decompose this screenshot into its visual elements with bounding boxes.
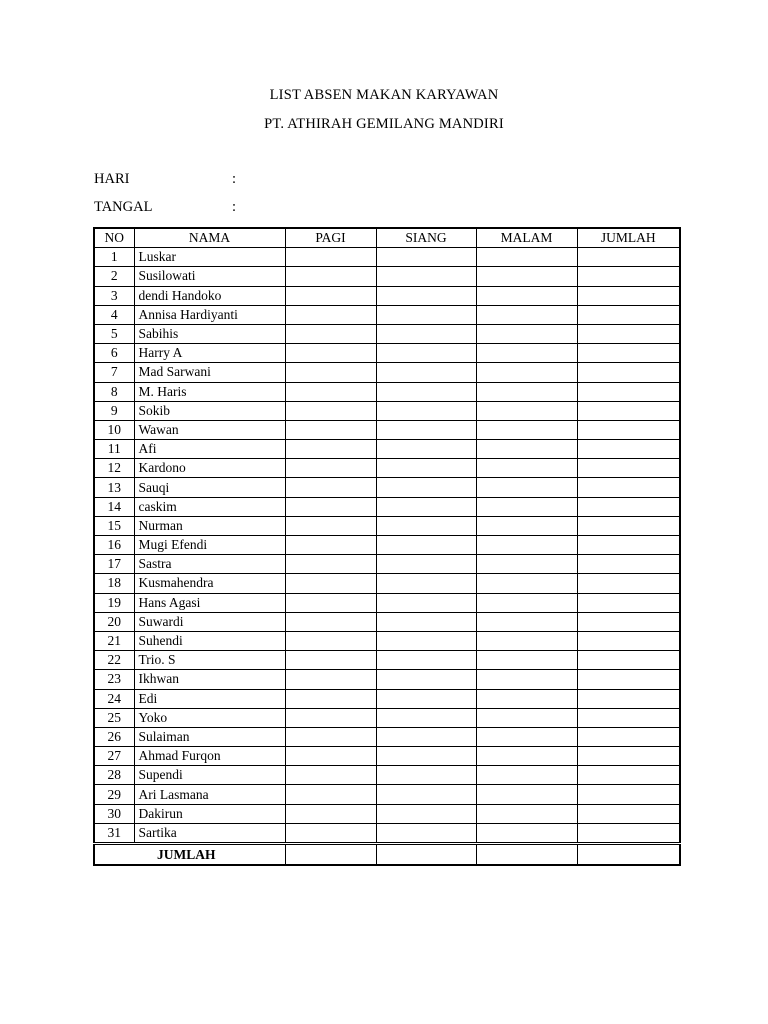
column-header-pagi: PAGI <box>285 228 376 248</box>
pagi-cell[interactable] <box>285 593 376 612</box>
jumlah-cell[interactable] <box>577 344 680 363</box>
jumlah-cell[interactable] <box>577 708 680 727</box>
jumlah-cell[interactable] <box>577 804 680 823</box>
employee-name: Kardono <box>134 459 285 478</box>
jumlah-cell[interactable] <box>577 536 680 555</box>
row-number: 25 <box>94 708 134 727</box>
jumlah-cell[interactable] <box>577 267 680 286</box>
pagi-cell[interactable] <box>285 689 376 708</box>
pagi-cell[interactable] <box>285 823 376 843</box>
jumlah-cell[interactable] <box>577 324 680 343</box>
jumlah-cell[interactable] <box>577 516 680 535</box>
siang-cell[interactable] <box>376 420 476 439</box>
row-number: 22 <box>94 651 134 670</box>
employee-name: Sartika <box>134 823 285 843</box>
pagi-cell[interactable] <box>285 516 376 535</box>
malam-cell[interactable] <box>476 248 577 267</box>
pagi-cell[interactable] <box>285 363 376 382</box>
row-number: 27 <box>94 747 134 766</box>
jumlah-cell[interactable] <box>577 747 680 766</box>
table-row <box>94 670 680 689</box>
company-name: PT. ATHIRAH GEMILANG MANDIRI <box>264 116 504 132</box>
pagi-cell[interactable] <box>285 536 376 555</box>
table-row <box>94 286 680 305</box>
malam-cell[interactable] <box>476 305 577 324</box>
table-body <box>94 248 680 844</box>
siang-cell[interactable] <box>376 324 476 343</box>
malam-cell[interactable] <box>476 516 577 535</box>
employee-name: Mugi Efendi <box>134 536 285 555</box>
table-row <box>94 459 680 478</box>
malam-cell[interactable] <box>476 593 577 612</box>
pagi-cell[interactable] <box>285 631 376 650</box>
siang-cell[interactable] <box>376 497 476 516</box>
employee-name: Trio. S <box>134 651 285 670</box>
row-number: 21 <box>94 631 134 650</box>
row-number: 28 <box>94 766 134 785</box>
malam-cell[interactable] <box>476 747 577 766</box>
row-number: 26 <box>94 727 134 746</box>
pagi-cell[interactable] <box>285 478 376 497</box>
pagi-cell[interactable] <box>285 804 376 823</box>
column-header-malam: MALAM <box>476 228 577 248</box>
employee-name: Sulaiman <box>134 727 285 746</box>
jumlah-cell[interactable] <box>577 651 680 670</box>
siang-cell[interactable] <box>376 823 476 843</box>
employee-name: Mad Sarwani <box>134 363 285 382</box>
jumlah-cell[interactable] <box>577 248 680 267</box>
employee-name: Luskar <box>134 248 285 267</box>
table-row <box>94 536 680 555</box>
pagi-cell[interactable] <box>285 459 376 478</box>
jumlah-cell[interactable] <box>577 612 680 631</box>
siang-cell[interactable] <box>376 344 476 363</box>
employee-name: Ikhwan <box>134 670 285 689</box>
malam-cell[interactable] <box>476 420 577 439</box>
siang-cell[interactable] <box>376 689 476 708</box>
siang-cell[interactable] <box>376 459 476 478</box>
malam-cell[interactable] <box>476 440 577 459</box>
employee-name: Dakirun <box>134 804 285 823</box>
jumlah-cell[interactable] <box>577 670 680 689</box>
column-header-siang: SIANG <box>376 228 476 248</box>
malam-cell[interactable] <box>476 670 577 689</box>
malam-cell[interactable] <box>476 574 577 593</box>
employee-name: Nurman <box>134 516 285 535</box>
employee-name: Hans Agasi <box>134 593 285 612</box>
pagi-cell[interactable] <box>285 708 376 727</box>
employee-name: M. Haris <box>134 382 285 401</box>
employee-name: Suwardi <box>134 612 285 631</box>
column-header-nama: NAMA <box>134 228 285 248</box>
table-row <box>94 612 680 631</box>
pagi-cell[interactable] <box>285 766 376 785</box>
siang-cell[interactable] <box>376 766 476 785</box>
pagi-cell[interactable] <box>285 747 376 766</box>
table-row <box>94 267 680 286</box>
malam-cell[interactable] <box>476 708 577 727</box>
total-jumlah-cell[interactable] <box>577 844 680 866</box>
table-row <box>94 516 680 535</box>
row-number: 15 <box>94 516 134 535</box>
siang-cell[interactable] <box>376 286 476 305</box>
jumlah-cell[interactable] <box>577 420 680 439</box>
row-number: 8 <box>94 382 134 401</box>
employee-name: Ahmad Furqon <box>134 747 285 766</box>
malam-cell[interactable] <box>476 536 577 555</box>
jumlah-cell[interactable] <box>577 401 680 420</box>
siang-cell[interactable] <box>376 612 476 631</box>
column-header-no: NO <box>94 228 134 248</box>
pagi-cell[interactable] <box>285 324 376 343</box>
pagi-cell[interactable] <box>285 670 376 689</box>
employee-name: Sokib <box>134 401 285 420</box>
table-row <box>94 478 680 497</box>
table-row <box>94 440 680 459</box>
siang-cell[interactable] <box>376 536 476 555</box>
table-row <box>94 574 680 593</box>
jumlah-cell[interactable] <box>577 689 680 708</box>
jumlah-cell[interactable] <box>577 497 680 516</box>
jumlah-cell[interactable] <box>577 555 680 574</box>
malam-cell[interactable] <box>476 804 577 823</box>
employee-name: Annisa Hardiyanti <box>134 305 285 324</box>
table-row <box>94 766 680 785</box>
hari-label: HARI <box>94 171 130 187</box>
table-row <box>94 689 680 708</box>
document-title: LIST ABSEN MAKAN KARYAWAN <box>269 87 499 103</box>
table-row <box>94 823 680 843</box>
siang-cell[interactable] <box>376 305 476 324</box>
employee-name: caskim <box>134 497 285 516</box>
row-number: 5 <box>94 324 134 343</box>
malam-cell[interactable] <box>476 459 577 478</box>
employee-name: dendi Handoko <box>134 286 285 305</box>
table-row <box>94 804 680 823</box>
attendance-table <box>93 227 681 866</box>
table-header-row <box>94 228 680 248</box>
row-number: 1 <box>94 248 134 267</box>
jumlah-cell[interactable] <box>577 382 680 401</box>
pagi-cell[interactable] <box>285 612 376 631</box>
jumlah-cell[interactable] <box>577 766 680 785</box>
row-number: 13 <box>94 478 134 497</box>
total-label: JUMLAH <box>94 844 285 866</box>
pagi-cell[interactable] <box>285 651 376 670</box>
employee-name: Harry A <box>134 344 285 363</box>
malam-cell[interactable] <box>476 785 577 804</box>
siang-cell[interactable] <box>376 363 476 382</box>
table-row <box>94 708 680 727</box>
row-number: 29 <box>94 785 134 804</box>
siang-cell[interactable] <box>376 785 476 804</box>
jumlah-cell[interactable] <box>577 785 680 804</box>
tangal-label: TANGAL <box>94 199 153 215</box>
table-row <box>94 248 680 267</box>
table-row <box>94 324 680 343</box>
jumlah-cell[interactable] <box>577 823 680 843</box>
siang-cell[interactable] <box>376 440 476 459</box>
row-number: 7 <box>94 363 134 382</box>
row-number: 16 <box>94 536 134 555</box>
siang-cell[interactable] <box>376 382 476 401</box>
siang-cell[interactable] <box>376 651 476 670</box>
pagi-cell[interactable] <box>285 305 376 324</box>
tangal-row <box>94 199 236 216</box>
row-number: 30 <box>94 804 134 823</box>
malam-cell[interactable] <box>476 612 577 631</box>
table-row <box>94 382 680 401</box>
row-number: 14 <box>94 497 134 516</box>
siang-cell[interactable] <box>376 401 476 420</box>
employee-name: Sastra <box>134 555 285 574</box>
jumlah-cell[interactable] <box>577 727 680 746</box>
row-number: 6 <box>94 344 134 363</box>
jumlah-cell[interactable] <box>577 363 680 382</box>
malam-cell[interactable] <box>476 727 577 746</box>
siang-cell[interactable] <box>376 670 476 689</box>
jumlah-cell[interactable] <box>577 478 680 497</box>
siang-cell[interactable] <box>376 267 476 286</box>
pagi-cell[interactable] <box>285 248 376 267</box>
malam-cell[interactable] <box>476 689 577 708</box>
malam-cell[interactable] <box>476 823 577 843</box>
pagi-cell[interactable] <box>285 344 376 363</box>
table-row <box>94 497 680 516</box>
siang-cell[interactable] <box>376 747 476 766</box>
siang-cell[interactable] <box>376 248 476 267</box>
hari-colon: : <box>232 171 237 187</box>
total-siang-cell[interactable] <box>376 844 476 866</box>
pagi-cell[interactable] <box>285 440 376 459</box>
table-row <box>94 651 680 670</box>
malam-cell[interactable] <box>476 766 577 785</box>
siang-cell[interactable] <box>376 593 476 612</box>
employee-name: Afi <box>134 440 285 459</box>
pagi-cell[interactable] <box>285 574 376 593</box>
jumlah-cell[interactable] <box>577 574 680 593</box>
row-number: 10 <box>94 420 134 439</box>
malam-cell[interactable] <box>476 286 577 305</box>
table-row <box>94 363 680 382</box>
pagi-cell[interactable] <box>285 785 376 804</box>
table-row <box>94 420 680 439</box>
siang-cell[interactable] <box>376 708 476 727</box>
table-row <box>94 305 680 324</box>
malam-cell[interactable] <box>476 651 577 670</box>
row-number: 23 <box>94 670 134 689</box>
total-row <box>94 844 680 866</box>
jumlah-cell[interactable] <box>577 593 680 612</box>
malam-cell[interactable] <box>476 344 577 363</box>
row-number: 20 <box>94 612 134 631</box>
employee-name: Susilowati <box>134 267 285 286</box>
pagi-cell[interactable] <box>285 286 376 305</box>
table-row <box>94 344 680 363</box>
employee-name: Yoko <box>134 708 285 727</box>
table-row <box>94 631 680 650</box>
pagi-cell[interactable] <box>285 727 376 746</box>
hari-row <box>94 171 236 188</box>
employee-name: Suhendi <box>134 631 285 650</box>
employee-name: Supendi <box>134 766 285 785</box>
employee-name: Wawan <box>134 420 285 439</box>
row-number: 17 <box>94 555 134 574</box>
pagi-cell[interactable] <box>285 382 376 401</box>
employee-name: Sabihis <box>134 324 285 343</box>
malam-cell[interactable] <box>476 478 577 497</box>
siang-cell[interactable] <box>376 478 476 497</box>
malam-cell[interactable] <box>476 631 577 650</box>
siang-cell[interactable] <box>376 555 476 574</box>
row-number: 4 <box>94 305 134 324</box>
pagi-cell[interactable] <box>285 555 376 574</box>
malam-cell[interactable] <box>476 401 577 420</box>
column-header-jumlah: JUMLAH <box>577 228 680 248</box>
pagi-cell[interactable] <box>285 401 376 420</box>
row-number: 11 <box>94 440 134 459</box>
jumlah-cell[interactable] <box>577 305 680 324</box>
row-number: 12 <box>94 459 134 478</box>
employee-name: Sauqi <box>134 478 285 497</box>
jumlah-cell[interactable] <box>577 440 680 459</box>
siang-cell[interactable] <box>376 631 476 650</box>
malam-cell[interactable] <box>476 363 577 382</box>
row-number: 18 <box>94 574 134 593</box>
pagi-cell[interactable] <box>285 267 376 286</box>
row-number: 19 <box>94 593 134 612</box>
malam-cell[interactable] <box>476 497 577 516</box>
siang-cell[interactable] <box>376 516 476 535</box>
siang-cell[interactable] <box>376 727 476 746</box>
total-pagi-cell[interactable] <box>285 844 376 866</box>
table-row <box>94 555 680 574</box>
malam-cell[interactable] <box>476 324 577 343</box>
employee-name: Edi <box>134 689 285 708</box>
siang-cell[interactable] <box>376 804 476 823</box>
table-row <box>94 747 680 766</box>
table-row <box>94 727 680 746</box>
row-number: 3 <box>94 286 134 305</box>
employee-name: Ari Lasmana <box>134 785 285 804</box>
pagi-cell[interactable] <box>285 497 376 516</box>
malam-cell[interactable] <box>476 382 577 401</box>
jumlah-cell[interactable] <box>577 459 680 478</box>
row-number: 31 <box>94 823 134 843</box>
malam-cell[interactable] <box>476 267 577 286</box>
row-number: 2 <box>94 267 134 286</box>
row-number: 9 <box>94 401 134 420</box>
jumlah-cell[interactable] <box>577 631 680 650</box>
table-row <box>94 593 680 612</box>
pagi-cell[interactable] <box>285 420 376 439</box>
malam-cell[interactable] <box>476 555 577 574</box>
employee-name: Kusmahendra <box>134 574 285 593</box>
total-malam-cell[interactable] <box>476 844 577 866</box>
table-row <box>94 401 680 420</box>
jumlah-cell[interactable] <box>577 286 680 305</box>
tangal-colon: : <box>232 199 237 215</box>
siang-cell[interactable] <box>376 574 476 593</box>
row-number: 24 <box>94 689 134 708</box>
table-row <box>94 785 680 804</box>
